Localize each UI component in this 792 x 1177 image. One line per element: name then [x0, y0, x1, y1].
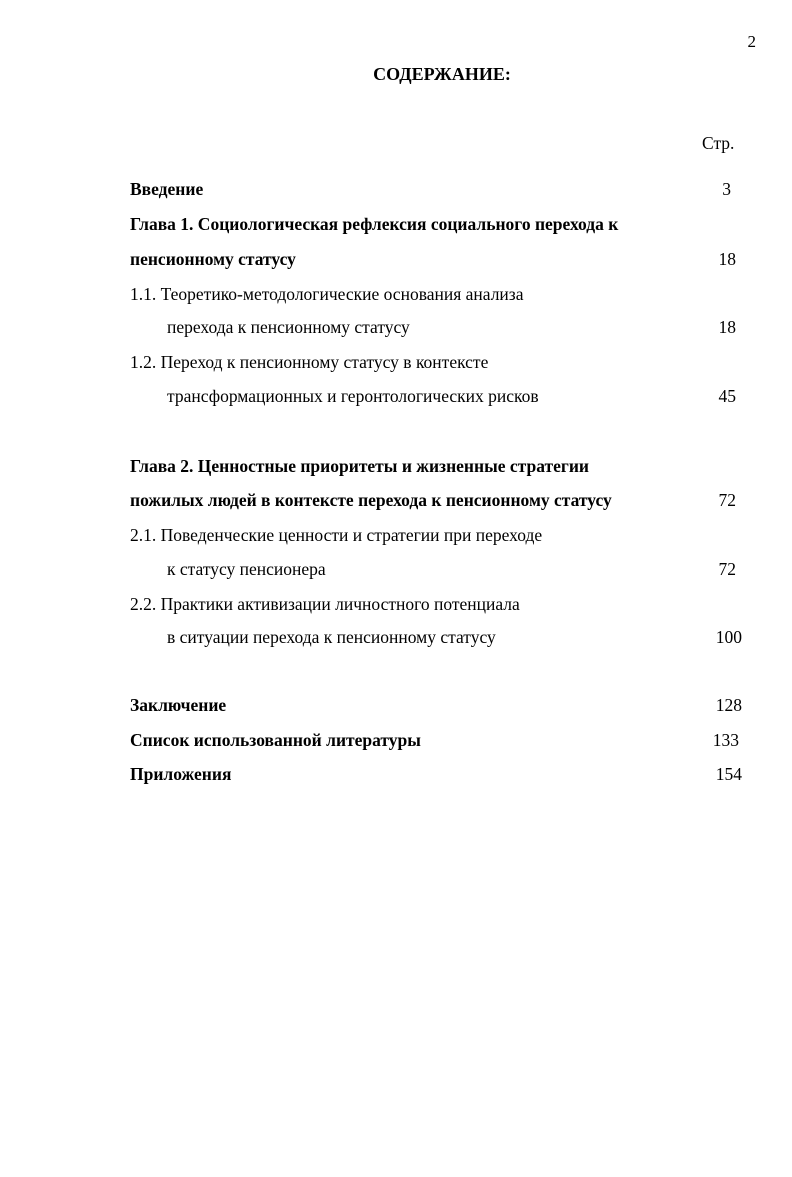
toc-s2-2-line1: 2.2. Практики активизации личностного потенциала: [130, 594, 520, 614]
toc-chapter2-page: 72: [718, 490, 736, 510]
toc-s1-2-line2: трансформационных и геронтологических рисков: [167, 386, 539, 406]
toc-s2-1-line2: к статусу пенсионера: [167, 559, 326, 579]
page-title: СОДЕРЖАНИЕ:: [373, 64, 511, 84]
toc-s1-1-line2: перехода к пенсионному статусу: [167, 317, 410, 337]
page-number: 2: [747, 32, 756, 51]
toc-chapter2-line2: пожилых людей в контексте перехода к пенсионному статусу: [130, 490, 612, 510]
toc-s1-1-line1: 1.1. Теоретико-методологические основания анализа: [130, 284, 524, 304]
toc-s1-2-line1: 1.2. Переход к пенсионному статусу в контексте: [130, 352, 489, 372]
toc-s2-2-page: 100: [715, 627, 742, 647]
toc-references-label: Список использованной литературы: [130, 730, 421, 750]
toc-intro-label: Введение: [130, 179, 204, 199]
toc-s2-1-line1: 2.1. Поведенческие ценности и стратегии при переходе: [130, 525, 543, 545]
toc-appendices-page: 154: [715, 764, 742, 784]
toc-chapter2-line1: Глава 2. Ценностные приоритеты и жизненные стратегии: [130, 456, 589, 476]
toc-conclusion-page: 128: [715, 695, 742, 715]
toc-chapter1-line1: Глава 1. Социологическая рефлексия социального перехода к: [130, 214, 619, 234]
toc-s1-1-page: 18: [718, 317, 736, 337]
toc-s1-2-page: 45: [718, 386, 736, 406]
toc-chapter1-line2: пенсионному статусу: [130, 249, 296, 269]
toc-chapter1-page: 18: [718, 249, 736, 269]
toc-intro-page: 3: [722, 179, 731, 199]
toc-s2-1-page: 72: [718, 559, 736, 579]
toc-references-page: 133: [712, 730, 739, 750]
page-column-label: Стр.: [702, 133, 735, 153]
toc-s2-2-line2: в ситуации перехода к пенсионному статусу: [167, 627, 496, 647]
toc-conclusion-label: Заключение: [130, 695, 227, 715]
toc-appendices-label: Приложения: [130, 764, 232, 784]
